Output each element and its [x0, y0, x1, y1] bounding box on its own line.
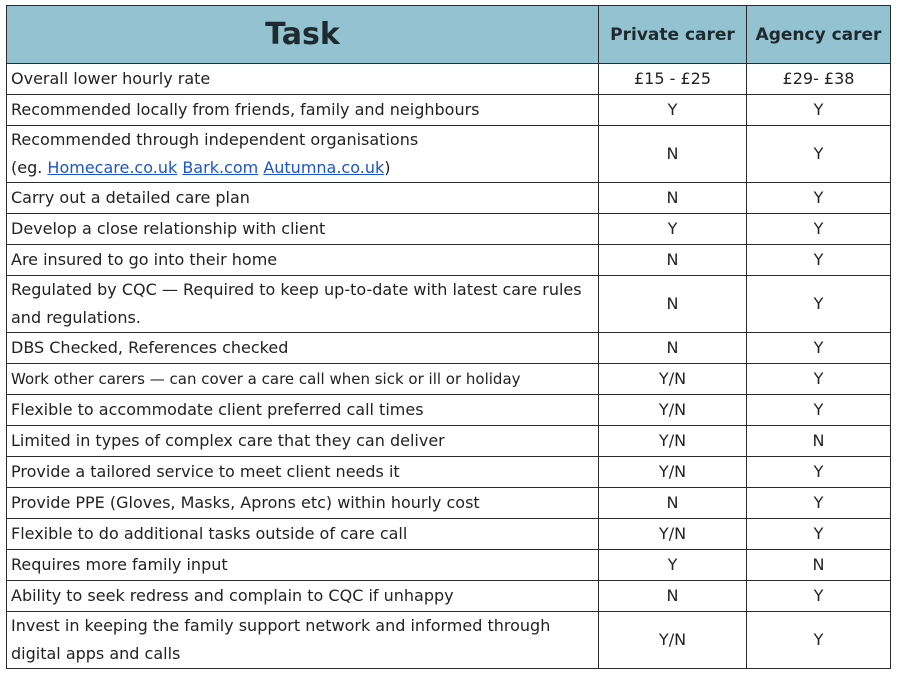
- agency-cell: Y: [747, 457, 891, 488]
- table-row: [7, 214, 891, 245]
- table-row: [7, 581, 891, 612]
- table-row: [7, 364, 891, 395]
- agency-cell: Y: [747, 364, 891, 395]
- autumna-link[interactable]: Autumna.co.uk: [263, 158, 385, 177]
- agency-cell: Y: [747, 395, 891, 426]
- table-row: [7, 426, 891, 457]
- task-cell: Provide PPE (Gloves, Masks, Aprons etc) within hourly cost: [7, 488, 599, 519]
- bark-link[interactable]: Bark.com: [182, 158, 259, 177]
- task-prefix: (eg.: [11, 158, 48, 177]
- task-cell: Recommended locally from friends, family and neighbours: [7, 95, 599, 126]
- agency-cell: N: [747, 550, 891, 581]
- private-cell: Y: [599, 550, 747, 581]
- table-row: [7, 64, 891, 95]
- agency-cell: Y: [747, 214, 891, 245]
- homecare-link[interactable]: Homecare.co.uk: [47, 158, 178, 177]
- agency-cell: Y: [747, 126, 891, 183]
- agency-cell: Y: [747, 245, 891, 276]
- task-cell: Provide a tailored service to meet client needs it: [7, 457, 599, 488]
- table-row: [7, 183, 891, 214]
- comparison-table: [6, 5, 891, 669]
- private-cell: Y/N: [599, 612, 747, 669]
- header-agency-carer: Agency carer: [747, 6, 891, 64]
- agency-cell: Y: [747, 612, 891, 669]
- task-cell: Regulated by CQC — Required to keep up-to-date with latest care rules and regulations.: [7, 276, 599, 333]
- table-row: [7, 245, 891, 276]
- agency-cell: Y: [747, 95, 891, 126]
- private-cell: N: [599, 488, 747, 519]
- task-cell: Develop a close relationship with client: [7, 214, 599, 245]
- task-suffix: ): [384, 158, 391, 177]
- task-cell: Flexible to accommodate client preferred call times: [7, 395, 599, 426]
- agency-cell: £29- £38: [747, 64, 891, 95]
- header-row: [7, 6, 891, 64]
- table-row: [7, 395, 891, 426]
- private-cell: N: [599, 183, 747, 214]
- agency-cell: Y: [747, 183, 891, 214]
- table-row: [7, 519, 891, 550]
- private-cell: Y/N: [599, 426, 747, 457]
- private-cell: Y/N: [599, 457, 747, 488]
- private-cell: Y/N: [599, 395, 747, 426]
- agency-cell: Y: [747, 519, 891, 550]
- task-cell: Overall lower hourly rate: [7, 64, 599, 95]
- table-row: [7, 457, 891, 488]
- private-cell: Y: [599, 214, 747, 245]
- table-row: [7, 276, 891, 333]
- table-row: [7, 95, 891, 126]
- table-row: [7, 612, 891, 669]
- table-row: [7, 126, 891, 183]
- private-cell: Y/N: [599, 519, 747, 550]
- task-cell: [7, 126, 599, 183]
- agency-cell: Y: [747, 488, 891, 519]
- task-cell: Carry out a detailed care plan: [7, 183, 599, 214]
- task-line: Recommended through independent organisations: [11, 130, 419, 149]
- task-cell: Work other carers — can cover a care call when sick or ill or holiday: [7, 364, 599, 395]
- table-row: [7, 333, 891, 364]
- table-row: [7, 488, 891, 519]
- task-cell: DBS Checked, References checked: [7, 333, 599, 364]
- header-task: Task: [7, 6, 599, 64]
- task-cell: Requires more family input: [7, 550, 599, 581]
- private-cell: N: [599, 276, 747, 333]
- private-cell: N: [599, 333, 747, 364]
- agency-cell: Y: [747, 276, 891, 333]
- agency-cell: Y: [747, 581, 891, 612]
- agency-cell: N: [747, 426, 891, 457]
- private-cell: Y/N: [599, 364, 747, 395]
- task-cell: Limited in types of complex care that they can deliver: [7, 426, 599, 457]
- task-cell: Ability to seek redress and complain to CQC if unhappy: [7, 581, 599, 612]
- private-cell: N: [599, 126, 747, 183]
- task-cell: Flexible to do additional tasks outside of care call: [7, 519, 599, 550]
- private-cell: Y: [599, 95, 747, 126]
- table-row: [7, 550, 891, 581]
- private-cell: £15 - £25: [599, 64, 747, 95]
- header-private-carer: Private carer: [599, 6, 747, 64]
- private-cell: N: [599, 581, 747, 612]
- task-cell: Are insured to go into their home: [7, 245, 599, 276]
- agency-cell: Y: [747, 333, 891, 364]
- task-cell: Invest in keeping the family support network and informed through digital apps and calls: [7, 612, 599, 669]
- private-cell: N: [599, 245, 747, 276]
